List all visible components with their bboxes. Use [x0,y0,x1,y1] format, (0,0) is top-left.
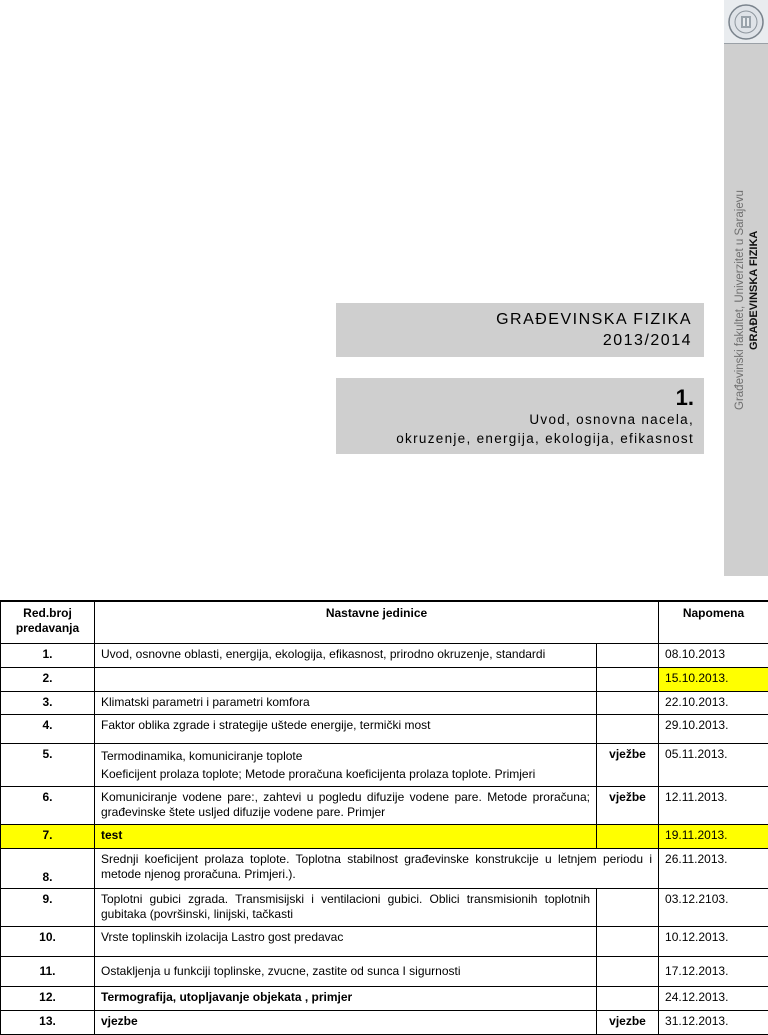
table-row [1,643,768,667]
row-number: 2. [1,667,95,691]
row-number: 12. [1,986,95,1010]
row-date: 08.10.2013 [659,643,768,667]
header-number: Red.broj predavanja [1,601,95,643]
row-number: 1. [1,643,95,667]
row-date: 12.11.2013. [659,786,768,824]
table-row [1,1010,768,1034]
row-topic: Klimatski parametri i parametri komfora [95,691,597,714]
course-title: GRAĐEVINSKA FIZIKA [336,309,692,330]
row-type [597,824,659,848]
lecture-topic-line2: okruzenje, energija, ekologija, efikasnost [336,429,694,448]
row-type [597,986,659,1010]
row-topic: vjezbe [95,1010,597,1034]
course-vertical-label: GRAĐEVINSKA FIZIKA [748,231,760,350]
header-note: Napomena [659,601,768,643]
row-number: 7. [1,824,95,848]
row-type [597,667,659,691]
row-date: 22.10.2013. [659,691,768,714]
row-number: 5. [1,743,95,786]
row-date: 29.10.2013. [659,714,768,743]
university-seal-logo [724,0,768,44]
row-type [597,888,659,926]
row-topic [95,667,597,691]
row-date: 24.12.2013. [659,986,768,1010]
row-number: 11. [1,956,95,986]
institution-vertical-label: Građevinski fakultet, Univerzitet u Sarajevu [734,190,746,410]
row-number: 13. [1,1010,95,1034]
row-date: 03.12.2103. [659,888,768,926]
row-type: vježbe [597,786,659,824]
table-row [1,986,768,1010]
row-topic: Toplotni gubici zgrada. Transmisijski i ventilacioni gubici. Oblici transmisionih toplotnih gubitaka (površinski, linijski, tačkasti [95,888,597,926]
row-date: 26.11.2013. [659,848,768,888]
row-topic: test [95,824,597,848]
sidebar-panel [724,0,768,576]
row-number: 10. [1,926,95,956]
row-topic-line2: Koeficijent prolaza toplote; Metode proračuna koeficijenta prolaza toplote. Primjeri [101,765,590,783]
course-title-box [336,303,704,357]
row-topic: Ostakljenja u funkciji toplinske, zvucne, zastite od sunca I sigurnosti [95,956,597,986]
row-topic: Termografija, utopljavanje objekata , primjer [95,986,597,1010]
row-date: 17.12.2013. [659,956,768,986]
row-type [597,956,659,986]
row-topic: Uvod, osnovne oblasti, energija, ekologija, efikasnost, prirodno okruzenje, standardi [95,643,597,667]
table-row [1,926,768,956]
row-type [597,691,659,714]
table-row [1,956,768,986]
row-topic: Vrste toplinskih izolacija Lastro gost predavac [95,926,597,956]
row-number: 8. [1,848,95,888]
row-date: 19.11.2013. [659,824,768,848]
row-type [597,643,659,667]
table-row [1,848,768,888]
lecture-title-box [336,378,704,454]
row-type [597,714,659,743]
row-topic: Komuniciranje vodene pare:, zahtevi u pogledu difuzije vodene pare. Metode proračuna; građevinske štete usljed difuzije vodene pare. Primjer [95,786,597,824]
table-row [1,714,768,743]
lecture-number: 1. [336,386,694,410]
table-row [1,786,768,824]
row-number: 4. [1,714,95,743]
row-number: 6. [1,786,95,824]
row-type: vjezbe [597,1010,659,1034]
row-date: 31.12.2013. [659,1010,768,1034]
row-topic-line1: Termodinamika, komuniciranje toplote [101,747,590,765]
row-type [597,926,659,956]
table-row [1,888,768,926]
table-row [1,667,768,691]
header-units: Nastavne jedinice [95,601,659,643]
lecture-schedule-table [0,600,768,1035]
row-type: vježbe [597,743,659,786]
row-topic: Srednji koeficijent prolaza toplote. Toplotna stabilnost građevinske konstrukcije u letnjem periodu i metode njenog proračuna. Primjeri.). [95,848,659,888]
row-number: 3. [1,691,95,714]
lecture-topic-line1: Uvod, osnovna nacela, [336,410,694,429]
academic-year: 2013/2014 [336,330,692,351]
table-row-highlighted [1,824,768,848]
row-date: 10.12.2013. [659,926,768,956]
row-date: 05.11.2013. [659,743,768,786]
table-row [1,691,768,714]
row-number: 9. [1,888,95,926]
table-header-row [1,601,768,643]
row-date: 15.10.2013. [659,667,768,691]
row-topic: Faktor oblika zgrade i strategije uštede energije, termički most [95,714,597,743]
table-row [1,743,768,786]
row-topic [95,743,597,786]
